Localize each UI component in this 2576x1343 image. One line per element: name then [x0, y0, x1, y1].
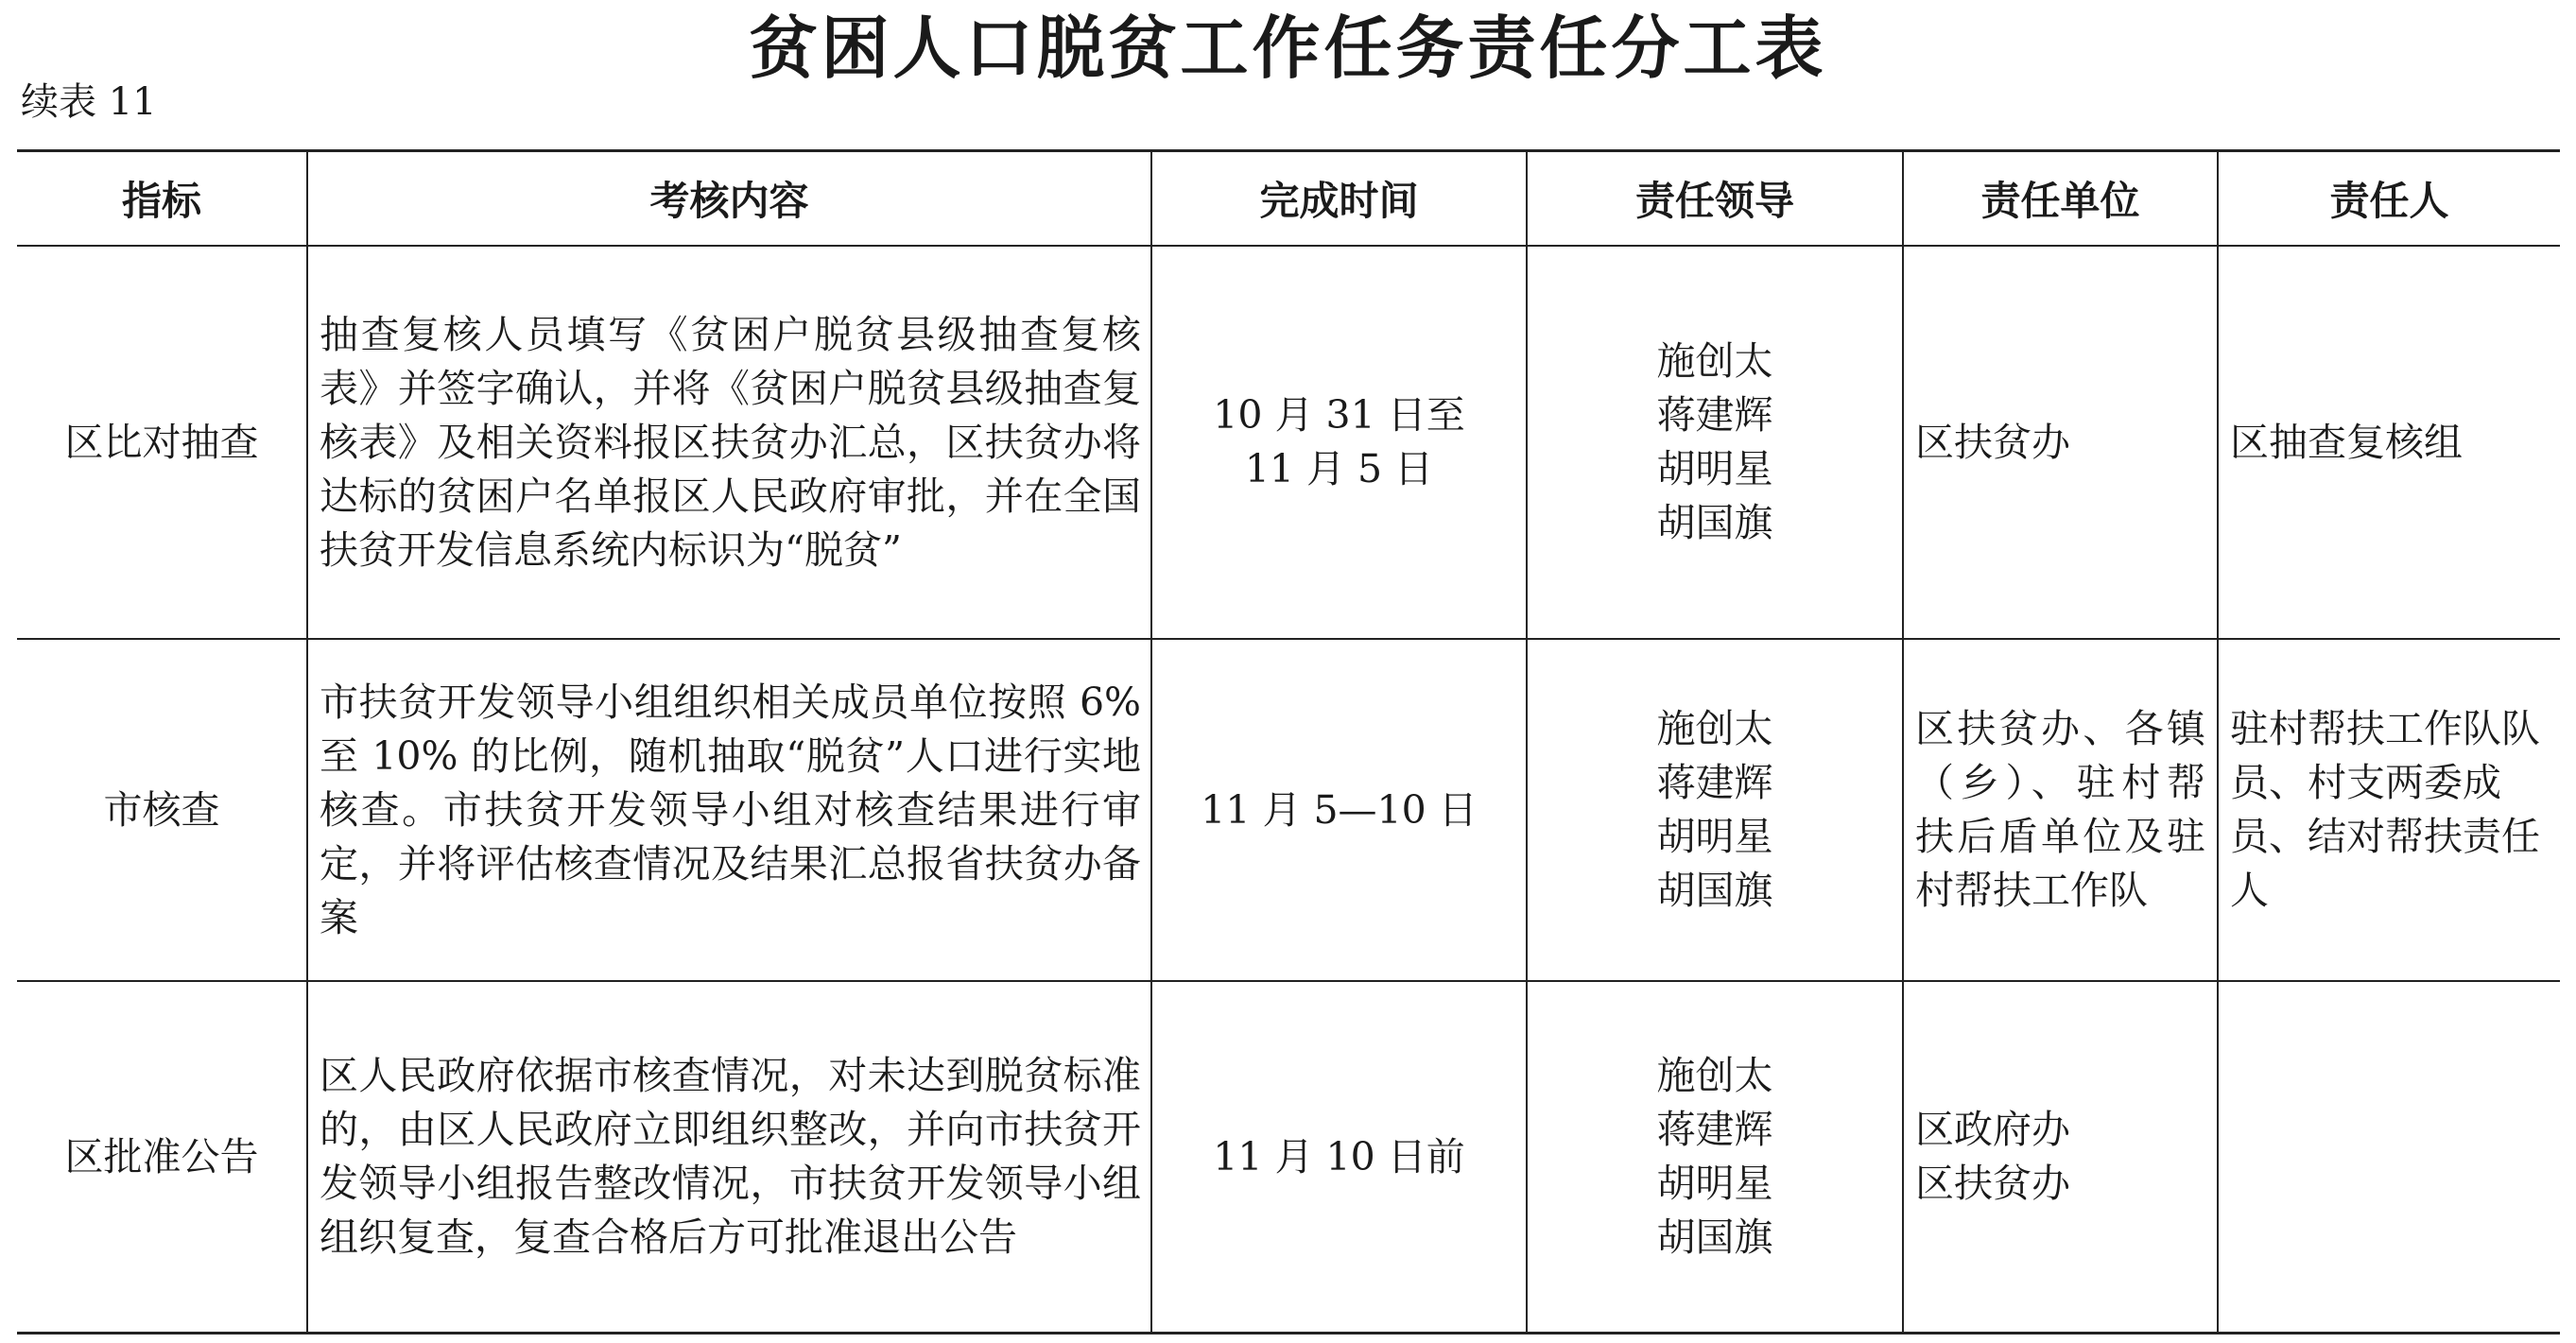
content-cell: 市扶贫开发领导小组组织相关成员单位按照 6% 至 10% 的比例，随机抽取“脱贫”人口进行实地核查。市扶贫开发领导小组对核查结果进行审定，并将评估核查情况及结果汇总报省扶贫办备案 [307, 639, 1151, 981]
leader-name: 胡明星 [1656, 1161, 1773, 1206]
leader-name: 胡明星 [1656, 814, 1773, 859]
deadline-line: 11 月 10 日前 [1213, 1133, 1465, 1179]
table-row [17, 246, 2560, 639]
header-leader: 责任领导 [1527, 151, 1903, 247]
unit-cell: 区扶贫办、各镇（乡）、驻村帮扶后盾单位及驻村帮扶工作队 [1903, 639, 2218, 981]
page-title: 贫困人口脱贫工作任务责任分工表 [749, 9, 1827, 88]
leader-name: 胡国旗 [1656, 868, 1773, 913]
header-deadline: 完成时间 [1151, 151, 1527, 247]
leader-name: 蒋建辉 [1656, 760, 1773, 805]
leader-cell [1527, 246, 1903, 639]
unit-cell [1903, 981, 2218, 1334]
header-unit: 责任单位 [1903, 151, 2218, 247]
deadline-line: 11 月 5 日 [1244, 446, 1434, 491]
leader-name: 胡国旗 [1656, 500, 1773, 545]
leader-name: 蒋建辉 [1656, 392, 1773, 438]
content-cell: 区人民政府依据市核查情况，对未达到脱贫标准的，由区人民政府立即组织整改，并向市扶贫开发领导小组报告整改情况，市扶贫开发领导小组组织复查，复查合格后方可批准退出公告 [307, 981, 1151, 1334]
unit-line: 区政府办 [1915, 1107, 2070, 1152]
header-content: 考核内容 [307, 151, 1151, 247]
person-cell: 驻村帮扶工作队队员、村支两委成员、结对帮扶责任人 [2218, 639, 2560, 981]
table-header-row [17, 151, 2560, 247]
content-cell: 抽查复核人员填写《贫困户脱贫县级抽查复核表》并签字确认，并将《贫困户脱贫县级抽查复核表》及相关资料报区扶贫办汇总，区扶贫办将达标的贫困户名单报区人民政府审批，并在全国扶贫开发信息系统内标识为“脱贫” [307, 246, 1151, 639]
table-row [17, 639, 2560, 981]
person-cell: 区抽查复核组 [2218, 246, 2560, 639]
unit-line: 区扶贫办 [1915, 1161, 2070, 1206]
leader-name: 胡国旗 [1656, 1214, 1773, 1260]
header-indicator: 指标 [17, 151, 307, 247]
header-person: 责任人 [2218, 151, 2560, 247]
indicator-cell: 市核查 [17, 639, 307, 981]
leader-name: 施创太 [1656, 1053, 1773, 1098]
person-cell [2218, 981, 2560, 1334]
responsibility-table [17, 149, 2560, 1334]
deadline-cell [1151, 981, 1527, 1334]
deadline-line: 11 月 5—10 日 [1201, 786, 1478, 833]
leader-name: 胡明星 [1656, 446, 1773, 491]
leader-name: 施创太 [1656, 706, 1773, 751]
indicator-cell: 区比对抽查 [17, 246, 307, 639]
table-row [17, 981, 2560, 1334]
leader-name: 施创太 [1656, 338, 1773, 384]
deadline-cell [1151, 246, 1527, 639]
unit-cell: 区扶贫办 [1903, 246, 2218, 639]
deadline-line: 10 月 31 日至 [1213, 392, 1465, 438]
deadline-cell [1151, 639, 1527, 981]
indicator-cell: 区批准公告 [17, 981, 307, 1334]
table-continuation-label: 续表 11 [21, 80, 157, 124]
leader-cell [1527, 639, 1903, 981]
leader-cell [1527, 981, 1903, 1334]
leader-name: 蒋建辉 [1656, 1107, 1773, 1152]
